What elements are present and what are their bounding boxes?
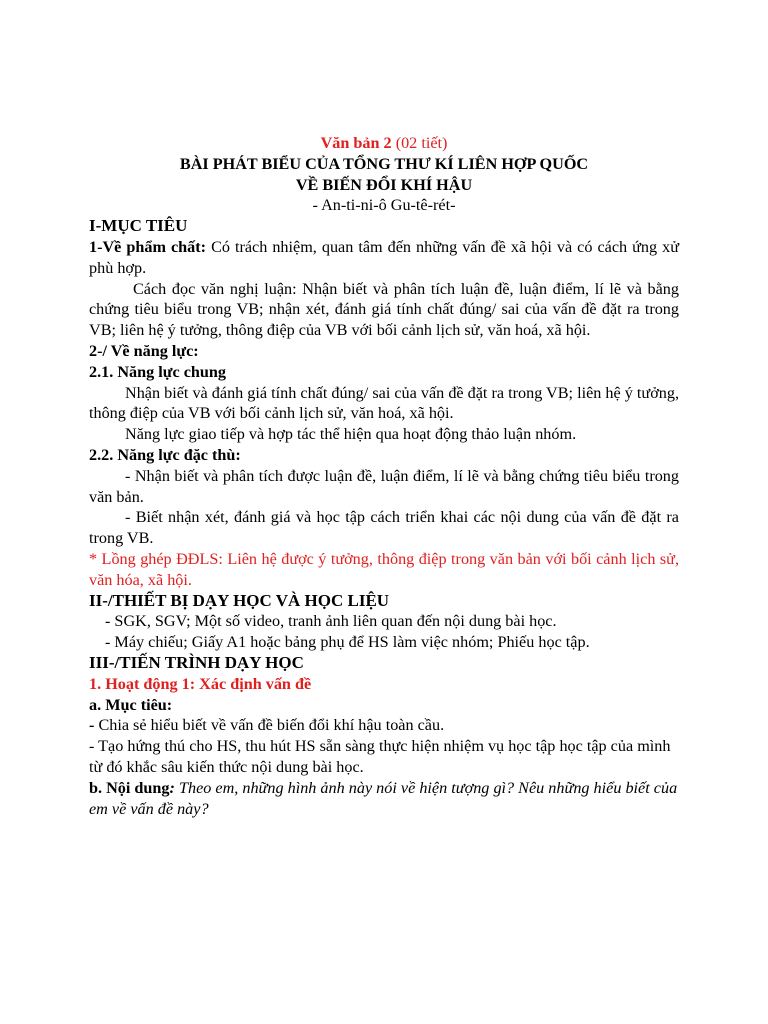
goal-item2: - Tạo hứng thú cho HS, thu hút HS sẵn sàng thực hiện nhiệm vụ học tập học tập của mình từ đó khắc sâu kiến thức nội dung bài học. [89, 737, 671, 776]
author-line: - An-ti-ni-ô Gu-tê-rét- [312, 196, 456, 215]
text-number-line [89, 133, 679, 154]
general-competence-text2: Năng lực giao tiếp và hợp tác thể hiện qua hoạt động thảo luận nhóm. [125, 425, 577, 444]
content-text: Theo em, những hình ảnh này nói về hiện tượng gì? Nêu những hiểu biết của em về vấn đề này? [89, 778, 678, 818]
goal-item1-dash: - [89, 716, 95, 735]
content-label: b. Nội dung [89, 778, 170, 797]
reading-paragraph: Cách đọc văn nghị luận: Nhận biết và phân tích luận đề, luận điểm, lí lẽ và bằng chứng tiêu biểu trong VB; nhận xét, đánh giá tính chất đúng/ sai của vấn đề đặt ra trong VB; liên hệ ý tưởng, thông điệp của VB với bối cảnh lịch sử, văn hoá, xã hội. [89, 279, 679, 340]
quality-label: 1-Về phẩm chất: [89, 237, 207, 256]
specific-competence-heading: 2.2. Năng lực đặc thù: [89, 445, 241, 464]
section-heading-objectives: I-MỤC TIÊU [89, 216, 188, 236]
content-paragraph [89, 778, 679, 820]
equipment-item2: - Máy chiếu; Giấy A1 hoặc bảng phụ để HS làm việc nhóm; Phiếu học tập. [105, 633, 590, 652]
equipment-item1: - SGK, SGV; Một số video, tranh ảnh liên quan đến nội dung bài học. [105, 612, 557, 631]
goal-item1 [89, 715, 679, 736]
quality-text: Có trách nhiệm, quan tâm đến những vấn đề xã hội và có cách ứng xử phù hợp. [89, 237, 679, 277]
integration-note: * Lồng ghép ĐĐLS: Liên hệ được ý tưởng, thông điệp trong văn bản với bối cảnh lịch sử, văn hóa, xã hội. [89, 549, 679, 589]
text-duration: (02 tiết) [391, 134, 448, 152]
activity-heading: 1. Hoạt động 1: Xác định vấn đề [89, 674, 312, 693]
specific-competence-text2: - Biết nhận xét, đánh giá và học tập cách triển khai các nội dung của vấn đề đặt ra trong VB. [89, 508, 679, 548]
title-block [89, 133, 679, 216]
specific-competence-text1: - Nhận biết và phân tích được luận đề, luận điểm, lí lẽ và bằng chứng tiêu biểu trong văn bản. [89, 466, 679, 506]
competence-heading: 2-/ Về năng lực: [89, 341, 199, 360]
general-competence-heading: 2.1. Năng lực chung [89, 362, 226, 381]
goal-item1-text: Chia sẻ hiểu biết về vấn đề biến đổi khí hậu toàn cầu. [94, 716, 445, 735]
section-heading-equipment: II-/THIẾT BỊ DẠY HỌC VÀ HỌC LIỆU [89, 590, 390, 610]
goal-heading: a. Mục tiêu: [89, 695, 173, 714]
quality-paragraph [89, 237, 679, 279]
document-title-line2: VỀ BIẾN ĐỔI KHÍ HẬU [295, 175, 473, 194]
text-label: Văn bản 2 [320, 134, 392, 152]
section-heading-process: III-/TIẾN TRÌNH DẠY HỌC [89, 652, 304, 672]
document-title-line1: BÀI PHÁT BIỂU CỦA TỔNG THƯ KÍ LIÊN HỢP QUỐC [179, 154, 589, 173]
document-page [89, 133, 679, 819]
content-colon: : [169, 778, 175, 797]
general-competence-text1: Nhận biết và đánh giá tính chất đúng/ sai của vấn đề đặt ra trong VB; liên hệ ý tưởng, thông điệp của VB với bối cảnh lịch sử, văn hoá, xã hội. [89, 383, 679, 423]
